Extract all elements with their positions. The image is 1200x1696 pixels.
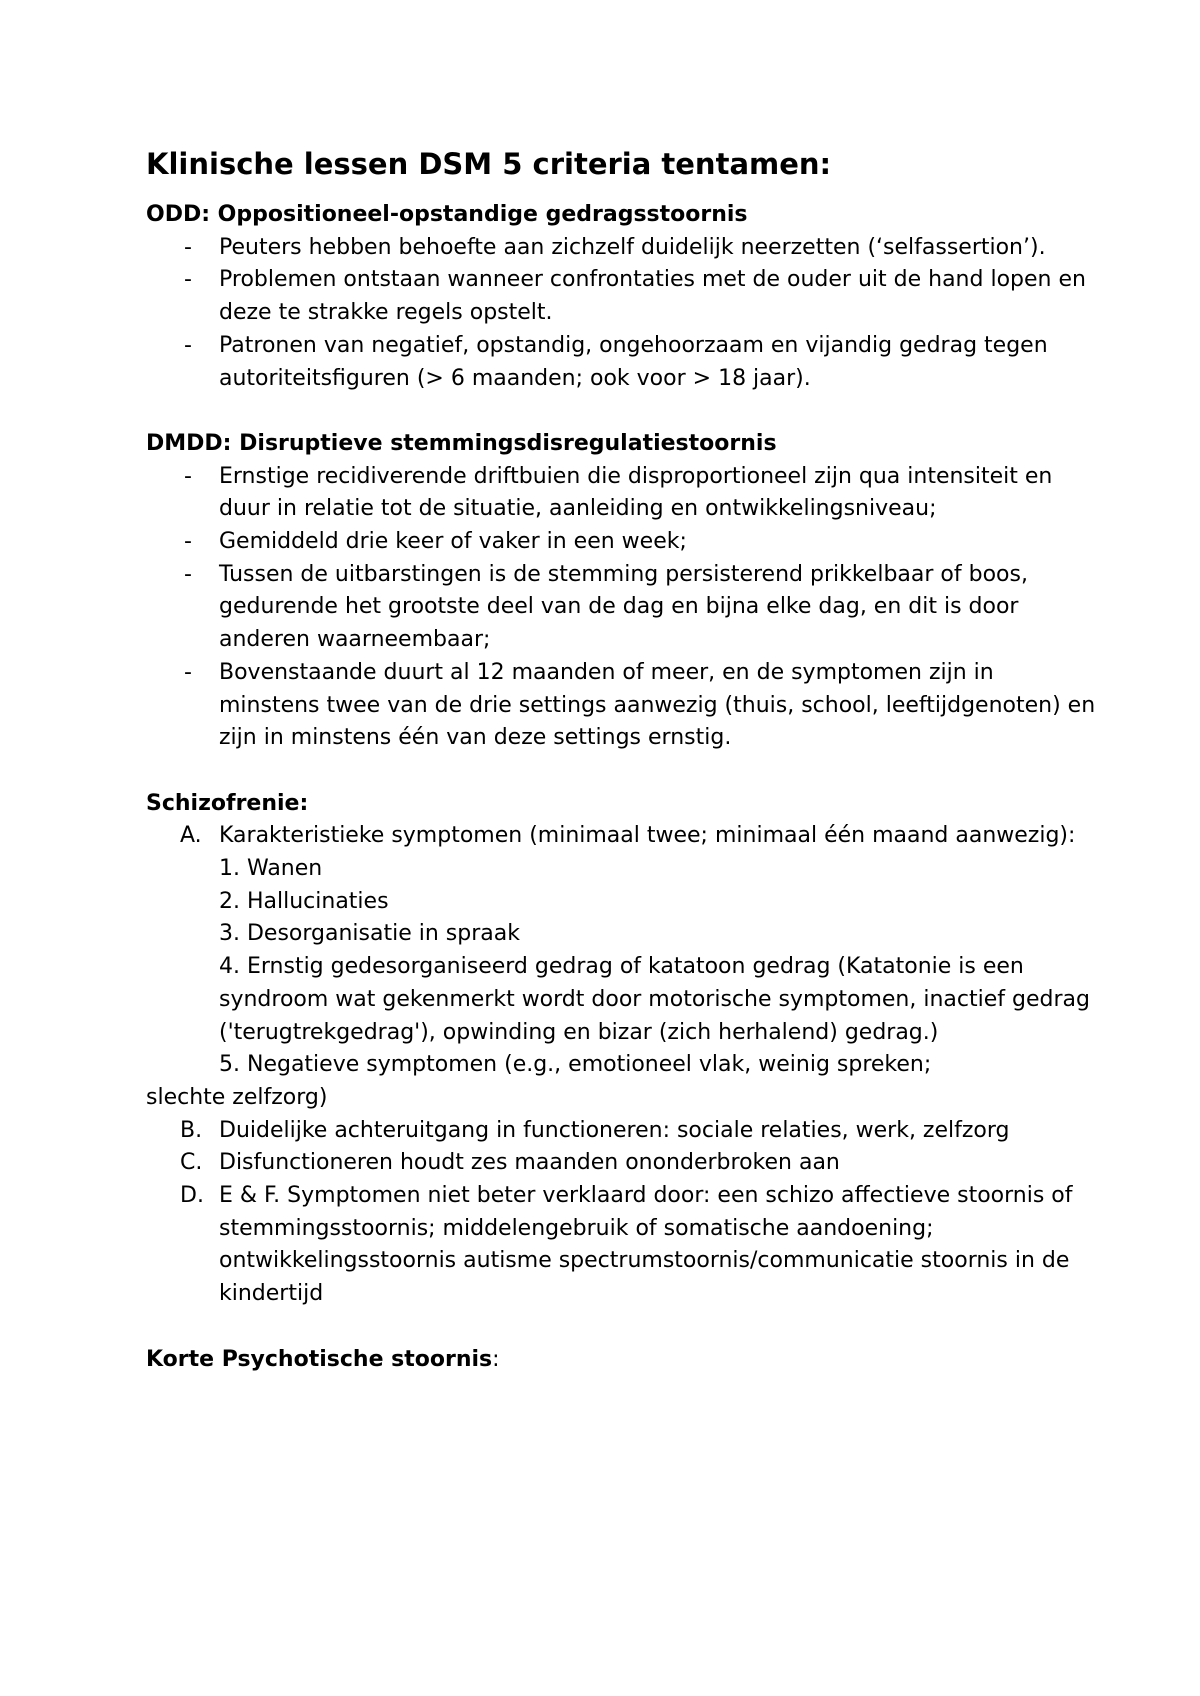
odd-item-2-text: Problemen ontstaan wanneer confrontaties met de ouder uit de hand lopen en deze te strakke regels opstelt. [219, 267, 1086, 326]
list-letter-a: A. [180, 823, 202, 849]
schizo-item-a-text: Karakteristieke symptomen (minimaal twee; minimaal één maand aanwezig): [219, 823, 1076, 849]
section-odd [146, 199, 1100, 1376]
spacer [146, 395, 1100, 428]
bullet-marker: - [184, 332, 192, 358]
schizo-item-d-text: E & F. Symptomen niet beter verklaard door: een schizo affectieve stoornis of stemmingsstoornis; middelengebruik of somatische aandoening; ontwikkelingsstoornis autisme spectrumstoornis/communicatie stoornis in de kindertijd [219, 1183, 1073, 1307]
bullet-marker: - [184, 463, 192, 489]
schizo-item-a [146, 820, 1100, 853]
dmdd-item-4-text: Bovenstaande duurt al 12 maanden of meer, en de symptomen zijn in minstens twee van de drie settings aanwezig (thuis, school, leeftijdgenoten) en zijn in minstens één van deze settings ernstig. [219, 659, 1096, 751]
schizo-heading: Schizofrenie: [146, 790, 309, 816]
odd-item-3 [146, 330, 1100, 395]
odd-item-1 [146, 232, 1100, 265]
schizo-sub-1: 1. Wanen [219, 856, 323, 882]
odd-item-3-text: Patronen van negatief, opstandig, ongehoorzaam en vijandig gedrag tegen autoriteitsfiguren (> 6 maanden; ook voor > 18 jaar). [219, 332, 1048, 391]
dmdd-item-2-text: Gemiddeld drie keer of vaker in een week; [219, 529, 687, 555]
document-title: Klinische lessen DSM 5 criteria tentamen: [146, 147, 832, 181]
korte-heading-text: Korte Psychotische stoornis [146, 1346, 493, 1372]
bullet-marker: - [184, 659, 192, 685]
schizo-item-c-text: Disfunctioneren houdt zes maanden ononderbroken aan [219, 1150, 840, 1176]
list-letter-d: D. [180, 1183, 204, 1209]
korte-heading-colon: : [492, 1346, 500, 1372]
schizo-sub-5-continued: slechte zelfzorg) [146, 1084, 328, 1110]
schizo-sub-5: 5. Negatieve symptomen (e.g., emotioneel vlak, weinig spreken; [219, 1052, 932, 1078]
list-letter-b: B. [180, 1117, 203, 1143]
dmdd-item-2 [146, 526, 1100, 559]
spacer [146, 755, 1100, 788]
bullet-marker: - [184, 267, 192, 293]
schizo-item-c [146, 1147, 1100, 1180]
dmdd-item-1-text: Ernstige recidiverende driftbuien die disproportioneel zijn qua intensiteit en duur in relatie tot de situatie, aanleiding en ontwikkelingsniveau; [219, 463, 1053, 522]
bullet-marker: - [184, 529, 192, 555]
schizo-sub-2: 2. Hallucinaties [219, 888, 389, 914]
schizo-item-b [146, 1115, 1100, 1148]
schizo-item-b-text: Duidelijke achteruitgang in functioneren: sociale relaties, werk, zelfzorg [219, 1117, 1010, 1143]
dmdd-item-1 [146, 461, 1100, 526]
korte-heading [146, 1344, 1100, 1377]
dmdd-item-4 [146, 657, 1100, 755]
schizo-sub-3: 3. Desorganisatie in spraak [219, 921, 520, 947]
odd-item-1-text: Peuters hebben behoefte aan zichzelf duidelijk neerzetten (‘selfassertion’). [219, 234, 1046, 260]
odd-heading: ODD: Oppositioneel-opstandige gedragsstoornis [146, 202, 748, 227]
odd-item-2 [146, 264, 1100, 329]
bullet-marker: - [184, 561, 192, 587]
dmdd-item-3-text: Tussen de uitbarstingen is de stemming persisterend prikkelbaar of boos, gedurende het grootste deel van de dag en bijna elke dag, en dit is door anderen waarneembaar; [219, 561, 1028, 653]
bullet-marker: - [184, 234, 192, 260]
schizo-item-d [146, 1180, 1100, 1311]
dmdd-heading: DMDD: Disruptieve stemmingsdisregulatiestoornis [146, 430, 777, 456]
schizo-sub-4: 4. Ernstig gedesorganiseerd gedrag of katatoon gedrag (Katatonie is een syndroom wat gekenmerkt wordt door motorische symptomen, inactief gedrag ('terugtrekgedrag'), opwinding en bizar (zich herhalend) gedrag.) [219, 954, 1090, 1045]
dmdd-item-3 [146, 559, 1100, 657]
list-letter-c: C. [180, 1150, 203, 1176]
spacer [146, 1311, 1100, 1344]
